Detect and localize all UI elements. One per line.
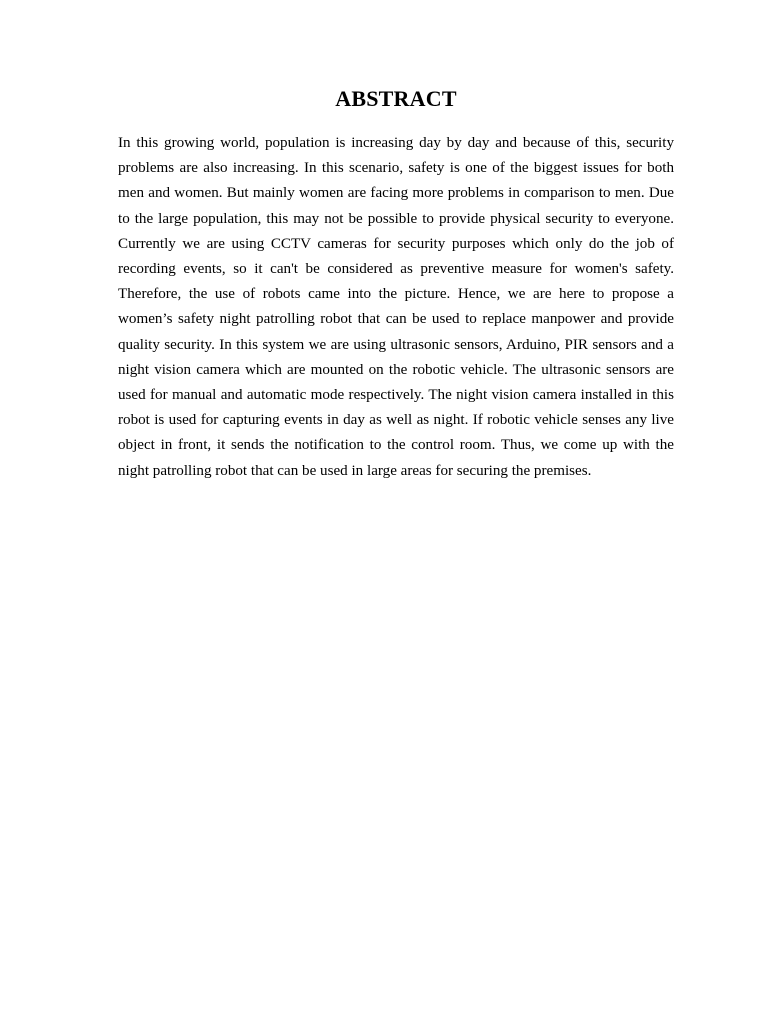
abstract-paragraph: In this growing world, population is increasing day by day and because of this, security problems are also increasing. In this scenario, safety is one of the biggest issues for both men and women. But mainly women are facing more problems in comparison to men. Due to the large population, this may not be possible to provide physical security to everyone. Currently we are using CCTV cameras for security purposes which only do the job of recording events, so it can't be considered as preventive measure for women's safety. Therefore, the use of robots came into the picture. Hence, we are here to propose a women’s safety night patrolling robot that can be used to replace manpower and provide quality security. In this system we are using ultrasonic sensors, Arduino, PIR sensors and a night vision camera which are mounted on the robotic vehicle. The ultrasonic sensors are used for manual and automatic mode respectively. The night vision camera installed in this robot is used for capturing events in day as well as night. If robotic vehicle senses any live object in front, it sends the notification to the control room. Thus, we come up with the night patrolling robot that can be used in large areas for securing the premises. [118,135,674,479]
abstract-heading: ABSTRACT [335,86,457,111]
